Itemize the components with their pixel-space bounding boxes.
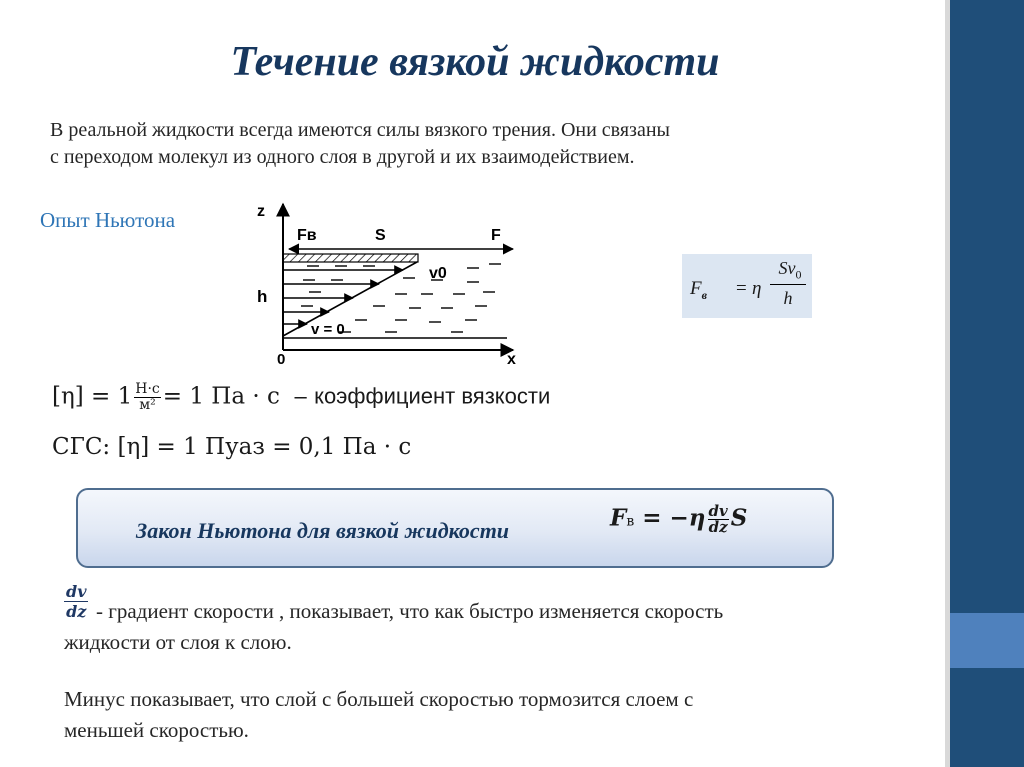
fraction-bar: [770, 284, 806, 285]
area-label: S: [375, 227, 386, 244]
plate-velocity-label: v0: [429, 265, 447, 282]
formula-lhs: $F_в$: [690, 278, 707, 302]
viscosity-unit-line: [η] = 1 $\frac{Н\cdot с}{\text{м²}}$ = 1 Па · с – коэффициент вязкости: [52, 381, 551, 413]
z-axis-label: z: [257, 203, 265, 220]
gradient-explanation: [64, 596, 924, 658]
force-label: F: [491, 227, 501, 244]
newton-experiment-label: Опыт Ньютона: [40, 208, 176, 232]
minus-line-2: меньшей скоростью.: [64, 718, 249, 742]
gradient-line-1: - градиент скорости , показывает, что как быстро изменяется скорость: [96, 599, 724, 623]
unit-fraction: $\frac{Н\cdot с}{\text{м²}}$: [135, 381, 160, 413]
formula-equals: =: [736, 278, 747, 299]
gradient-fraction: $\frac{dv}{dz}$: [66, 582, 87, 621]
slide-title: Течение вязкой жидкости: [230, 39, 720, 85]
zero-velocity-label: v = 0: [311, 321, 345, 338]
moving-plate: [283, 254, 418, 262]
minus-line-1: Минус показывает, что слой с большей скоростью тормозится слоем с: [64, 687, 694, 711]
cgs-unit-line: СГС: [η] = 1 Пуаз = 0,1 Па · с: [52, 434, 412, 460]
newton-experiment-diagram: [245, 196, 535, 366]
formula-numerator: $Sv_0$: [778, 258, 802, 282]
friction-force-label: Fв: [297, 227, 317, 244]
viscosity-description: коэффициент вязкости: [314, 383, 551, 409]
force-formula-box: [682, 254, 812, 318]
newton-law-text: Закон Ньютона для вязкой жидкости: [136, 518, 510, 543]
height-label: h: [257, 287, 268, 306]
formula-denominator: h: [783, 288, 793, 308]
newton-law-formula: Fв = −η $\frac{dv}{dz}$ S: [610, 502, 748, 536]
sidebar-decor-light: [950, 613, 1024, 668]
x-axis-label: x: [507, 351, 516, 366]
intro-line-2: с переходом молекул из одного слоя в другой и их взаимодействием.: [50, 146, 635, 168]
newton-law-box: [76, 488, 834, 568]
velocity-profile-line: [283, 262, 417, 336]
intro-line-1: В реальной жидкости всегда имеются силы вязкого трения. Они связаны: [50, 119, 670, 141]
origin-label: 0: [277, 351, 286, 366]
intro-paragraph: [50, 117, 910, 171]
minus-explanation: [64, 684, 924, 746]
gradient-line-2: жидкости от слоя к слою.: [64, 630, 292, 654]
formula-eta: η: [752, 278, 762, 299]
